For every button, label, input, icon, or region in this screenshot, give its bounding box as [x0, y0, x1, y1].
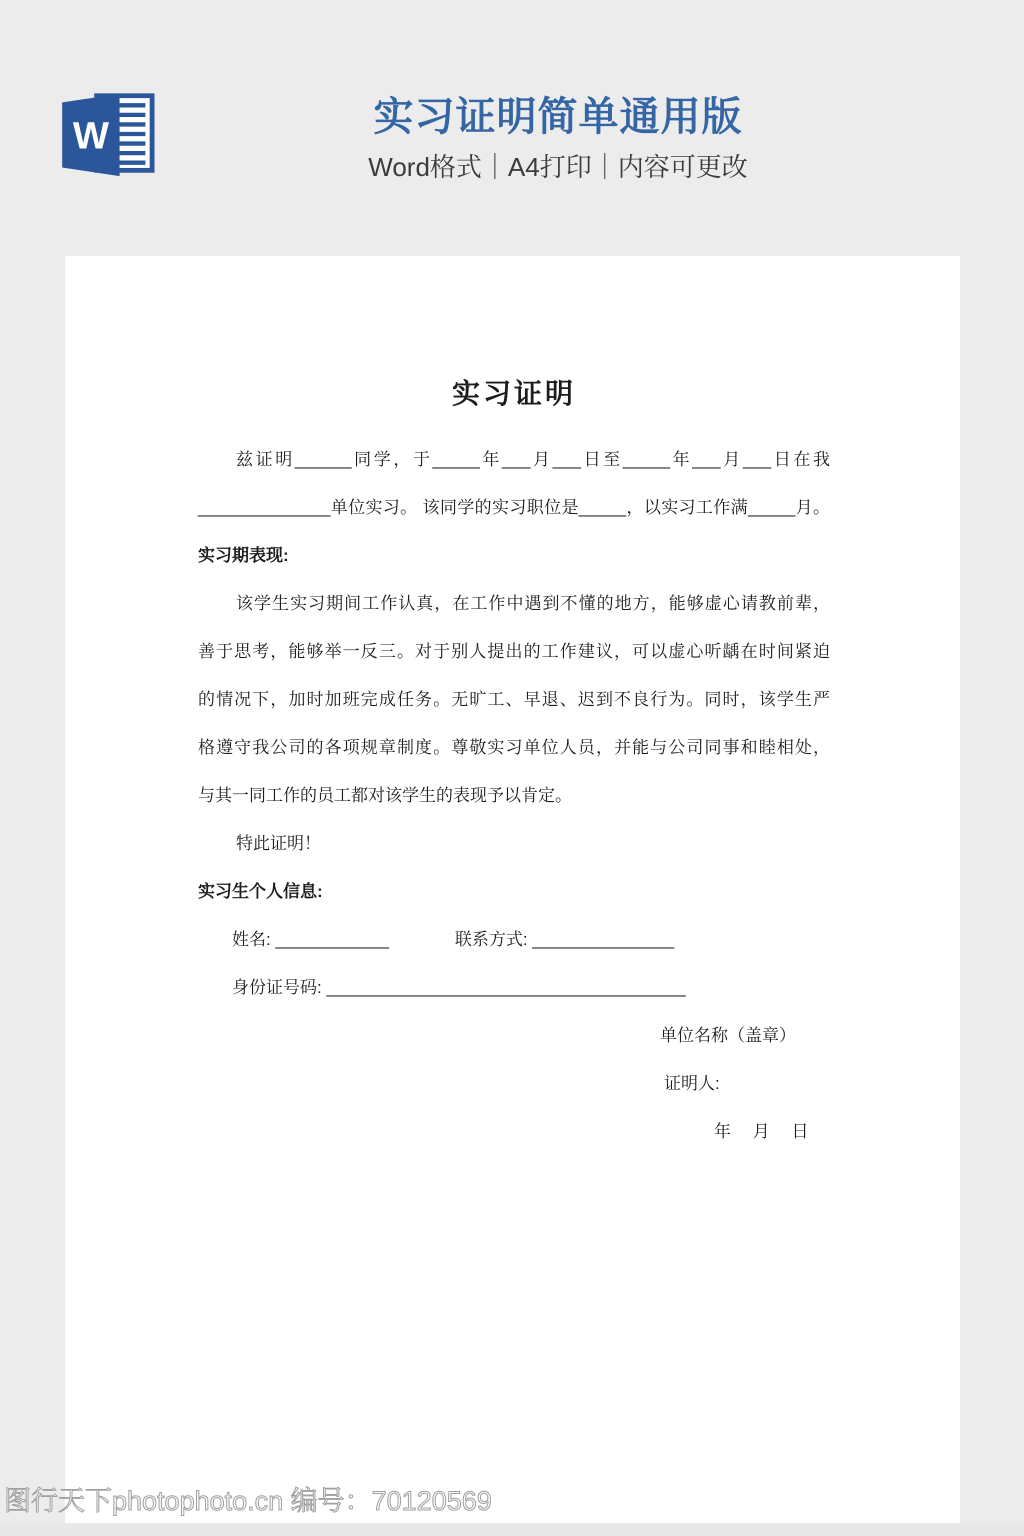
id-blank: ______________________________________ [326, 978, 686, 997]
name-blank: ____________ [275, 930, 389, 949]
word-logo-svg [62, 90, 158, 178]
contact-blank: _______________ [532, 930, 675, 949]
date-line: 年 月 日 [714, 1122, 809, 1141]
id-line [198, 964, 830, 1012]
info-heading: 实习生个人信息: [198, 882, 323, 901]
document-content [198, 377, 830, 1156]
name-label: 姓名: [232, 930, 276, 949]
template-title: 实习证明简单通用版 [373, 95, 743, 139]
performance-line-3: 的情况下，加时加班完成任务。无旷工、早退、迟到不良行为。同时，该学生严 [198, 690, 830, 709]
id-label: 身份证号码: [232, 978, 327, 997]
word-logo-icon [62, 90, 158, 178]
word-logo-letter: W [72, 114, 109, 158]
closing-line: 特此证明！ [236, 834, 321, 853]
watermark-text: 图行天下photophoto.cn 编号：70120569 [4, 1486, 492, 1516]
performance-line-1: 该学生实习期间工作认真，在工作中遇到不懂的地方，能够虚心请教前辈， [236, 594, 830, 613]
performance-heading: 实习期表现: [198, 546, 289, 565]
document-page [65, 256, 960, 1523]
unit-seal-line: 单位名称（盖章） [660, 1026, 796, 1045]
document-title: 实习证明 [451, 378, 576, 409]
certifier-line: 证明人: [664, 1074, 720, 1093]
intro-line-1: 兹证明______同学，于_____年___月___日至_____年___月___日在我 [236, 450, 830, 469]
header-text [362, 94, 754, 182]
bottom-strip [0, 1523, 1024, 1536]
intro-line-2: ______________单位实习。 该同学的实习职位是_____，以实习工作满_____月。 [198, 498, 830, 517]
contact-label: 联系方式: [454, 930, 533, 949]
personal-info-line [198, 916, 830, 964]
performance-line-4: 格遵守我公司的各项规章制度。尊敬实习单位人员，并能与公司同事和睦相处， [198, 738, 830, 757]
performance-line-5: 与其一同工作的员工都对该学生的表现予以肯定。 [198, 786, 572, 805]
template-subtitle: Word格式｜A4打印｜内容可更改 [368, 152, 748, 182]
signature-block [660, 1012, 830, 1156]
performance-line-2: 善于思考，能够举一反三。对于别人提出的工作建议，可以虚心听龋在时间紧迫 [198, 642, 830, 661]
